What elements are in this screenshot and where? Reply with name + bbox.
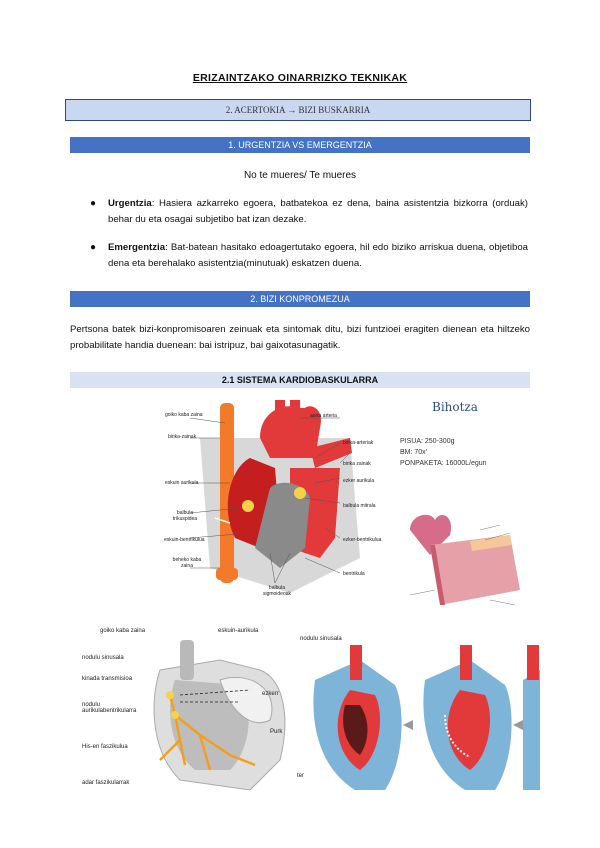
label-conduction-his: His-en faszikulua <box>82 744 128 750</box>
bullet-urgentzia <box>108 196 528 228</box>
label-balbula-sigmoideoak: balbula sigmoideoak <box>262 585 292 597</box>
section-header-urgentzia: 1. URGENTZIA VS EMERGENTZIA <box>70 137 530 153</box>
label-balbula-trikuspidea: balbula trikuspidea <box>172 510 198 522</box>
paragraph-bizi-konpromezua: Pertsona batek bizi-konpromisoaren zeinuak eta sintomak ditu, bizi funtzioei eragiten dienean eta hiltzeko probabilitate handia duenean: bai istripuz, bai gaixotasunagatik. <box>70 324 530 351</box>
section-header-sistema-kardiobaskularra: 2.1 SISTEMA KARDIOBASKULARRA <box>70 372 530 388</box>
label-conduction-purk: Purk <box>270 729 283 735</box>
topic-box: 2. ACERTOKIA → BIZI BUSKARRIA <box>65 99 531 121</box>
label-eskuin-aurikula: eskuin aurikula <box>165 480 199 486</box>
label-sinus-nodulu: nodulu sinusala <box>300 636 342 642</box>
label-eskuin-bentrikulua: eskuin-bentrikulua <box>164 537 205 543</box>
bullet-text: : Bat-batean hasitako edoagertutako egoera, hil edo biziko arriskua duena, objetiboa dena eta berehalako asistentzia(minutuak) eskatzen duena. <box>108 242 528 269</box>
bullet-text: : Hasiera azkarreko egoera, batbatekoa ez dena, baina asistentzia bizkorra (orduak) behar du eta osagai subjetibo bat izan dezake. <box>108 198 528 225</box>
label-aorta: aorta arteria <box>310 413 337 419</box>
heart-heading: Bihotza <box>432 400 478 414</box>
label-conduction-kinada: kinada transmisioa <box>82 676 133 682</box>
label-conduction-eskuin-aurikula: eskuin-aurikula <box>218 628 259 634</box>
heart-stat-pump: PONPAKETA: 16000L/egun <box>400 460 487 467</box>
label-conduction-ezkerr: ezkerr <box>262 691 279 697</box>
label-balbula-mitrala: balbula mitrala <box>343 503 376 509</box>
label-ezker-aurikula: ezker aurikula <box>343 478 375 484</box>
label-bentrikula: bentrikula <box>343 571 365 577</box>
label-conduction-adar: adar faszikularrak <box>82 780 130 786</box>
label-birika-zainak-right: birika zainak <box>343 461 371 467</box>
heart-stat-weight: PISUA: 250-300g <box>400 438 455 445</box>
sinus-sequence-diagram <box>305 645 540 800</box>
bullet-emergentzia <box>108 240 528 272</box>
label-birika-arteriak: birika-arteriak <box>343 440 374 446</box>
label-ezker-bentrikulua: ezker-bentrikulua <box>343 537 382 543</box>
label-birika-zainak-left: birika-zainak <box>168 434 197 440</box>
heart-muscle-illustration <box>400 505 525 610</box>
label-conduction-nodulu-ab: nodulu aurikulabentrikularra <box>82 702 137 714</box>
label-goiko-kaba: goiko kaba zaina <box>165 412 203 418</box>
label-conduction-ter: ter <box>297 773 305 779</box>
subtitle: No te mueres/ Te mueres <box>243 170 357 181</box>
label-conduction-goiko-kaba: goiko kaba zaina <box>100 628 146 634</box>
label-beheko-kaba: beheko kaba zaina <box>172 557 202 569</box>
bullet-term: Urgentzia <box>108 198 152 209</box>
conduction-system-diagram <box>140 640 305 790</box>
document-title: ERIZAINTZAKO OINARRIZKO TEKNIKAK <box>192 72 408 84</box>
heart-stats <box>400 436 487 469</box>
bullet-term: Emergentzia <box>108 242 166 253</box>
heart-stat-bpm: BM: 70x' <box>400 449 428 456</box>
section-header-bizi-konpromezua: 2. BIZI KONPROMEZUA <box>70 291 530 307</box>
label-conduction-nodulu-sinusala: nodulu sinusala <box>82 655 124 661</box>
